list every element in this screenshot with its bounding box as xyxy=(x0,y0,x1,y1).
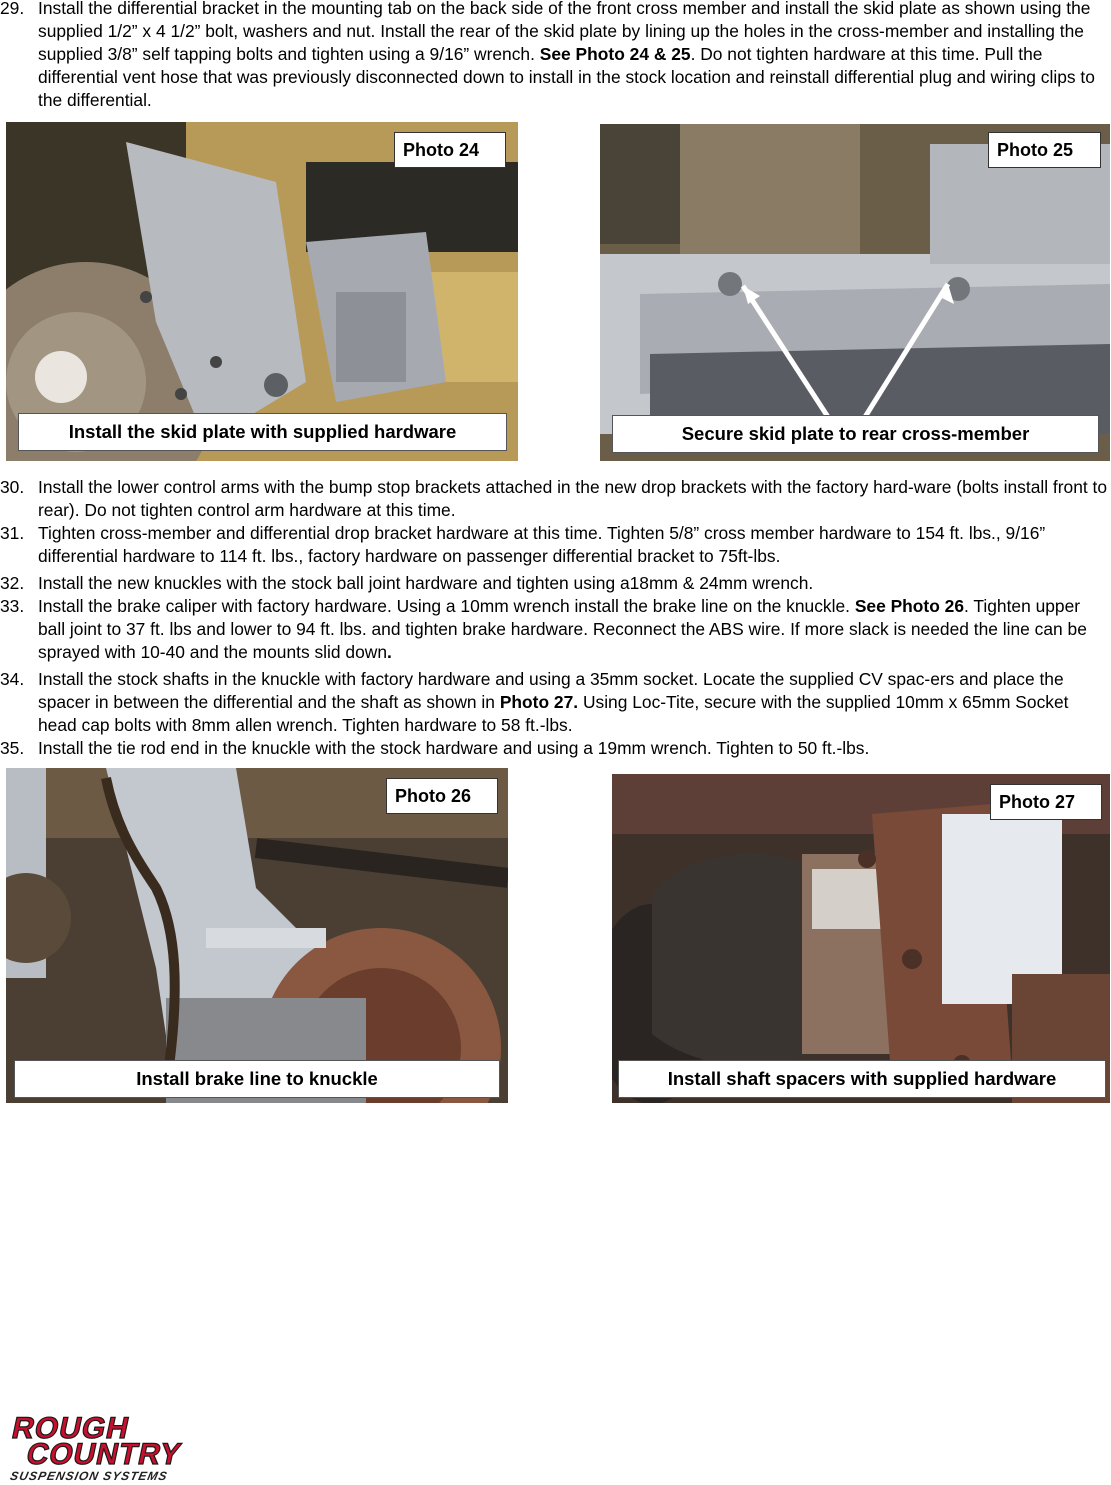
step-number: 34. xyxy=(0,669,25,689)
photo-label: Photo 27 xyxy=(990,784,1102,820)
step-number: 33. xyxy=(0,596,25,616)
photo-caption: Install brake line to knuckle xyxy=(14,1060,500,1098)
photo-26-image xyxy=(6,768,508,1103)
step-text xyxy=(38,595,1111,664)
step-text: Install the lower control arms with the bump stop brackets attached in the new drop brackets with the factory hard-ware (bolts install front to rear). Do not tighten control arm hardware at this time. xyxy=(38,477,1108,520)
step-32 xyxy=(0,572,1111,595)
photo-label: Photo 25 xyxy=(988,132,1101,168)
step-text-a: Install the stock shafts in the knuckle with factory hardware and using a 35mm socket. Locate the supplied CV spac-ers and place the spacer in between the differential and the shaft as shown in xyxy=(38,669,1064,712)
step-text-a: Install the brake caliper with factory hardware. Using a 10mm wrench install the brake line on the knuckle. xyxy=(38,596,850,616)
step-text-b: . Do not tighten hardware at this time. Pull the differential vent hose that was previously disconnected down to install in the stock location and reinstall differential plug and wiring clips to the differential. xyxy=(38,44,1095,110)
logo-line-3: SUSPENSION SYSTEMS xyxy=(8,1469,170,1483)
photo-label: Photo 24 xyxy=(394,132,506,168)
step-number: 32. xyxy=(0,573,25,593)
photo-caption: Secure skid plate to rear cross-member xyxy=(612,415,1099,453)
step-text-b: . Tighten upper ball joint to 37 ft. lbs and lower to 94 ft. lbs. and tighten brake hardware. Reconnect the ABS wire. If more slack is needed the line can be sprayed with 10-40 and the mounts slid down xyxy=(38,596,1087,662)
photo-reference: Photo 27. xyxy=(499,692,579,712)
photo-caption: Install the skid plate with supplied hardware xyxy=(18,413,507,451)
step-number: 29. xyxy=(0,0,25,18)
logo-line-2: COUNTRY xyxy=(23,1438,185,1471)
step-number: 31. xyxy=(0,523,25,543)
step-text-b: Using Loc-Tite, secure with the supplied 10mm x 65mm Socket head cap bolts with 8mm allen wrench. Tighten hardware to 58 ft.-lbs. xyxy=(38,692,1069,735)
rough-country-logo xyxy=(2,1412,222,1484)
step-number: 35. xyxy=(0,738,25,758)
step-text: Install the new knuckles with the stock ball joint hardware and tighten using a18mm & 24mm wrench. xyxy=(38,573,814,593)
step-text: Install the tie rod end in the knuckle with the stock hardware and using a 19mm wrench. Tighten to 50 ft.-lbs. xyxy=(38,738,870,758)
photo-27-image xyxy=(612,774,1110,1103)
step-34 xyxy=(0,668,1111,737)
step-number: 30. xyxy=(0,477,25,497)
step-30 xyxy=(0,476,1111,522)
logo-line-1: ROUGH xyxy=(9,1412,133,1445)
photo-caption: Install shaft spacers with supplied hardware xyxy=(618,1060,1106,1098)
step-text xyxy=(38,668,1111,737)
step-29 xyxy=(0,0,1111,115)
photo-27 xyxy=(612,774,1110,1103)
step-text xyxy=(38,0,1111,112)
step-text: Tighten cross-member and differential drop bracket hardware at this time. Tighten 5/8” cross member hardware to 154 ft. lbs., 9/16” differential hardware to 114 ft. lbs., factory hardware on passenger differential bracket to 75ft-lbs. xyxy=(38,523,1046,566)
photo-26 xyxy=(6,768,508,1103)
photo-reference: See Photo 26 xyxy=(854,596,965,616)
photo-24-image xyxy=(6,122,518,461)
step-31 xyxy=(0,522,1111,568)
step-text-a: Install the differential bracket in the mounting tab on the back side of the front cross member and install the skid plate as shown using the supplied 1/2” x 4 1/2” bolt, washers and nut. Install the rear of the skid plate by lining up the holes in the cross-member and installing the supplied 3/8” self tapping bolts and tighten using a 9/16” wrench. xyxy=(38,0,1091,64)
photo-label: Photo 26 xyxy=(386,778,498,814)
photo-24 xyxy=(6,122,518,461)
photo-reference: See Photo 24 & 25 xyxy=(539,44,691,64)
step-35 xyxy=(0,737,1111,760)
step-text-end: . xyxy=(387,642,392,662)
photo-25 xyxy=(600,124,1110,461)
photo-25-image xyxy=(600,124,1110,461)
step-33 xyxy=(0,595,1111,664)
